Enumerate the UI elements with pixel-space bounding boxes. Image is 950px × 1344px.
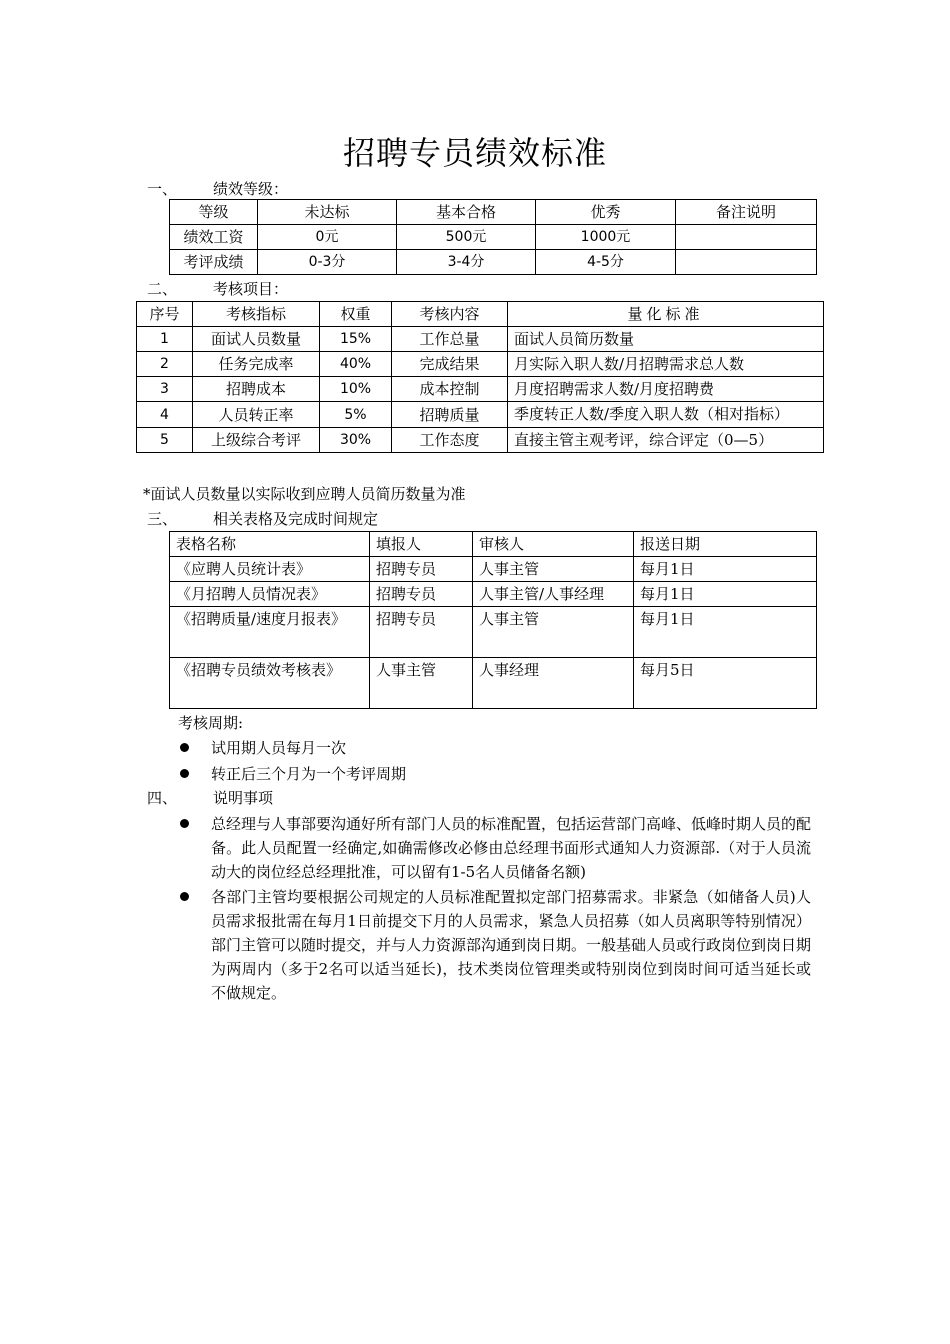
table-cell: 30% [320,428,392,453]
table-cell: 0-3分 [258,250,397,275]
table-cell: 每月1日 [634,557,817,582]
table-cell: 直接主管主观考评，综合评定（0—5） [508,428,824,453]
table-row [170,607,817,658]
table-cell: 工作总量 [392,327,508,352]
table-cell: 1000元 [536,225,676,250]
table-row [170,557,817,582]
header-cell: 基本合格 [397,200,536,225]
table-row [137,428,824,453]
bullet-icon [178,736,198,752]
grade-table [169,199,817,275]
header-cell: 表格名称 [170,532,370,557]
table-cell: 《招聘专员绩效考核表》 [170,658,370,709]
table-header-row [170,200,817,225]
table-cell: 40% [320,352,392,377]
table-cell: 5% [320,402,392,428]
table-cell: 招聘专员 [370,607,473,658]
table-row [137,377,824,402]
header-cell: 优秀 [536,200,676,225]
table-cell: 《应聘人员统计表》 [170,557,370,582]
list-item-text: 试用期人员每月一次 [211,739,347,757]
header-cell: 审核人 [473,532,634,557]
table-cell: 2 [137,352,193,377]
table-cell: 人员转正率 [193,402,320,428]
table-cell: 《月招聘人员情况表》 [170,582,370,607]
section-number: 二、 [147,280,178,298]
table-cell: 每月1日 [634,582,817,607]
table-cell: 面试人员数量 [193,327,320,352]
list-item [178,885,818,1010]
header-cell: 考核内容 [392,302,508,327]
section-number: 四、 [147,789,178,807]
section-number: 三、 [147,510,178,528]
section-title: 考核项目： [213,280,289,298]
table-cell: 《招聘质量/速度月报表》 [170,607,370,658]
header-cell: 未达标 [258,200,397,225]
header-cell: 量化标准 [508,302,824,327]
header-cell: 等级 [170,200,258,225]
table-cell: 任务完成率 [193,352,320,377]
bullet-icon [178,762,198,778]
table-cell: 500元 [397,225,536,250]
table-cell: 面试人员简历数量 [508,327,824,352]
table-cell: 人事主管 [473,607,634,658]
table-cell: 工作态度 [392,428,508,453]
forms-table [169,531,817,709]
table-cell: 绩效工资 [170,225,258,250]
table-cell: 每月5日 [634,658,817,709]
list-item [178,736,818,760]
table-cell: 3-4分 [397,250,536,275]
header-cell: 考核指标 [193,302,320,327]
section-title: 说明事项 [213,789,274,807]
list-item [178,762,818,786]
header-cell: 填报人 [370,532,473,557]
table-header-row [170,532,817,557]
table-cell: 招聘专员 [370,557,473,582]
table-cell: 5 [137,428,193,453]
section-title: 相关表格及完成时间规定 [213,510,379,528]
page-title: 招聘专员绩效标准 [342,134,607,172]
section-title: 绩效等级： [213,180,289,198]
table-cell: 招聘成本 [193,377,320,402]
table-cell: 3 [137,377,193,402]
table-cell: 考评成绩 [170,250,258,275]
table-cell: 0元 [258,225,397,250]
header-cell: 权重 [320,302,392,327]
table-cell: 每月1日 [634,607,817,658]
table-cell: 招聘专员 [370,582,473,607]
list-item-text: 总经理与人事部要沟通好所有部门人员的标准配置，包括运营部门高峰、低峰时期人员的配备。此人员配置一经确定,如确需修改必修由总经理书面形式通知人力资源部.（对于人员流动大的岗位经总经理批准，可以留有1-5名人员储备名额) [211,815,812,881]
list-item-text: 各部门主管均要根据公司规定的人员标准配置拟定部门招募需求。非紧急（如储备人员)人员需求报批需在每月1日前提交下月的人员需求，紧急人员招募（如人员离职等特别情况）部门主管可以随时提交，并与人力资源部沟通到岗日期。一般基础人员或行政岗位到岗日期为两周内（多于2名可以适当延长)，技术类岗位管理类或特别岗位到岗时间可适当延长或不做规定。 [211,888,812,1002]
section-number: 一、 [147,180,178,198]
list-item [178,812,818,887]
header-cell: 备注说明 [676,200,817,225]
table-cell: 1 [137,327,193,352]
bullet-icon [178,885,198,901]
table-row [170,658,817,709]
table-row [137,402,824,428]
table-cell: 人事主管 [473,557,634,582]
table-row [170,225,817,250]
table-header-row [137,302,824,327]
kpi-table [136,301,824,453]
table-cell: 10% [320,377,392,402]
header-cell: 报送日期 [634,532,817,557]
list-item-text: 转正后三个月为一个考评周期 [211,765,407,783]
table-cell: 月实际入职人数/月招聘需求总人数 [508,352,824,377]
kpi-footnote: *面试人员数量以实际收到应聘人员简历数量为准 [143,485,466,503]
table-cell: 完成结果 [392,352,508,377]
table-cell [676,250,817,275]
table-cell: 人事经理 [473,658,634,709]
table-cell: 成本控制 [392,377,508,402]
cycle-label: 考核周期: [178,714,244,732]
table-cell: 人事主管/人事经理 [473,582,634,607]
table-row [170,250,817,275]
table-cell: 15% [320,327,392,352]
table-cell: 4-5分 [536,250,676,275]
table-cell: 月度招聘需求人数/月度招聘费 [508,377,824,402]
table-cell [676,225,817,250]
bullet-icon [178,812,198,828]
table-cell: 人事主管 [370,658,473,709]
header-cell: 序号 [137,302,193,327]
table-row [137,352,824,377]
table-cell: 上级综合考评 [193,428,320,453]
table-row [137,327,824,352]
table-cell: 4 [137,402,193,428]
table-cell: 季度转正人数/季度入职人数（相对指标） [508,402,824,428]
table-row [170,582,817,607]
table-cell: 招聘质量 [392,402,508,428]
